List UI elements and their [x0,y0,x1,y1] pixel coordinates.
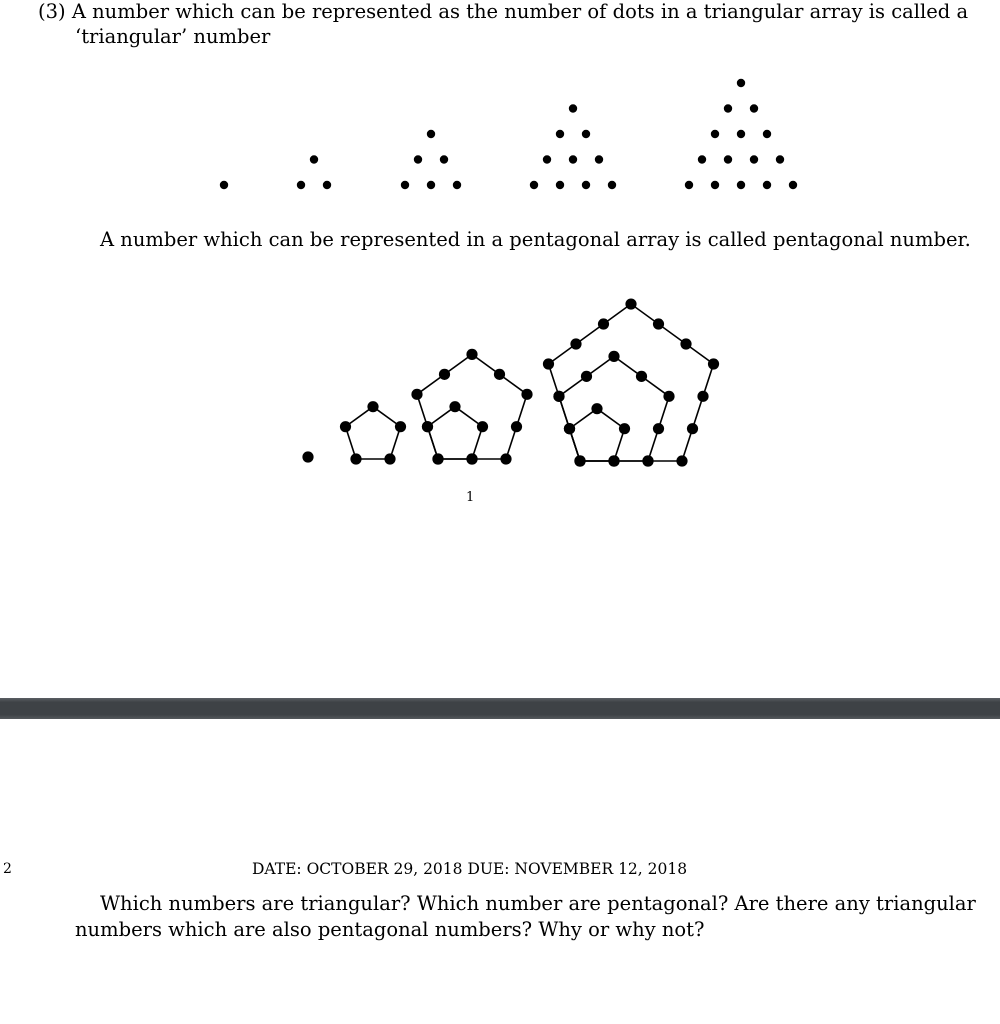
pentagonal-dot [449,401,460,412]
page-number-1: 1 [466,490,475,505]
pentagonal-dot [500,453,511,464]
triangular-dot [582,181,590,189]
pentagonal-dot-arrays [302,298,719,466]
pentagonal-dot [340,421,351,432]
pentagonal-dot [511,421,522,432]
pentagonal-dot [564,423,575,434]
pentagonal-array-12 [411,349,532,465]
triangular-dot [427,181,435,189]
question-line-1: Which numbers are triangular? Which number are pentagonal? Are there any triangular [100,892,976,915]
pentagonal-dot [466,349,477,360]
pentagonal-dot [395,421,406,432]
triangular-dot [724,104,732,112]
triangular-dot [724,155,732,163]
pentagonal-dot [619,423,630,434]
triangular-dot [440,155,448,163]
triangular-dot [776,155,784,163]
pentagonal-dot [676,455,687,466]
triangular-dot [569,104,577,112]
triangular-dot [763,181,771,189]
triangular-dot [789,181,797,189]
pentagonal-dot [598,318,609,329]
triangular-dot [401,181,409,189]
triangular-array-3 [297,155,331,189]
pentagonal-dot [642,455,653,466]
pentagon-edge [631,304,714,364]
pentagonal-dot [608,351,619,362]
pentagonal-dot [494,369,505,380]
pentagonal-dot [477,421,488,432]
pentagonal-array-5 [340,401,406,465]
pentagonal-dot [625,298,636,309]
pentagonal-dot [521,389,532,400]
triangular-dot [711,130,719,138]
pentagonal-dot [708,358,719,369]
triangular-dot [737,79,745,87]
triangular-dot [556,130,564,138]
pentagonal-dot [680,338,691,349]
triangular-dot [297,181,305,189]
triangular-dot [698,155,706,163]
pentagonal-dot [608,455,619,466]
triangular-array-10 [530,104,616,189]
triangular-dot [750,104,758,112]
problem-3-line-2: ‘triangular’ number [75,25,271,48]
triangular-dot [750,155,758,163]
triangular-dot [414,155,422,163]
pentagonal-dot [663,391,674,402]
pentagonal-dot [687,423,698,434]
pentagonal-dot [591,403,602,414]
triangular-dot [427,130,435,138]
triangular-dot [569,155,577,163]
pentagonal-dot [439,369,450,380]
triangular-dot [323,181,331,189]
triangular-dot [530,181,538,189]
pentagonal-dot [466,453,477,464]
pentagonal-dot [422,421,433,432]
date-header: DATE: OCTOBER 29, 2018 DUE: NOVEMBER 12, 2018 [252,860,688,878]
pentagonal-dot [653,423,664,434]
triangular-dot [453,181,461,189]
triangular-dot [543,155,551,163]
pentagon-edge [548,364,580,461]
page-number-2: 2 [3,861,12,877]
pentagonal-dot [697,391,708,402]
triangular-dot [595,155,603,163]
triangular-dot [310,155,318,163]
triangular-dot [556,181,564,189]
pentagonal-dot [367,401,378,412]
pentagon-edge [682,364,714,461]
page-divider [0,698,1000,719]
pentagonal-array-1 [302,451,313,462]
triangular-dot [608,181,616,189]
triangular-array-6 [401,130,461,189]
pentagonal-dot [570,338,581,349]
triangular-dot [711,181,719,189]
triangular-dot [763,130,771,138]
pentagonal-dot [411,389,422,400]
triangular-dot [737,181,745,189]
question-line-2: numbers which are also pentagonal numbers? Why or why not? [75,918,705,941]
pentagonal-dot [581,371,592,382]
pentagonal-dot [636,371,647,382]
pentagonal-dot [384,453,395,464]
pentagonal-dot [653,318,664,329]
pentagonal-dot [543,358,554,369]
triangular-array-1 [220,181,228,189]
triangular-dot [685,181,693,189]
pentagonal-dot [302,451,313,462]
triangular-dot-arrays [220,79,797,189]
triangular-dot [737,130,745,138]
pentagonal-definition: A number which can be represented in a pentagonal array is called pentagonal number. [100,228,971,251]
pentagonal-dot [553,391,564,402]
problem-label: (3) [38,0,66,23]
pentagonal-array-22 [543,298,719,466]
triangular-dot [582,130,590,138]
problem-text-1: A number which can be represented as the number of dots in a triangular array is called a [71,0,969,23]
triangular-array-15 [685,79,797,189]
triangular-dot [220,181,228,189]
